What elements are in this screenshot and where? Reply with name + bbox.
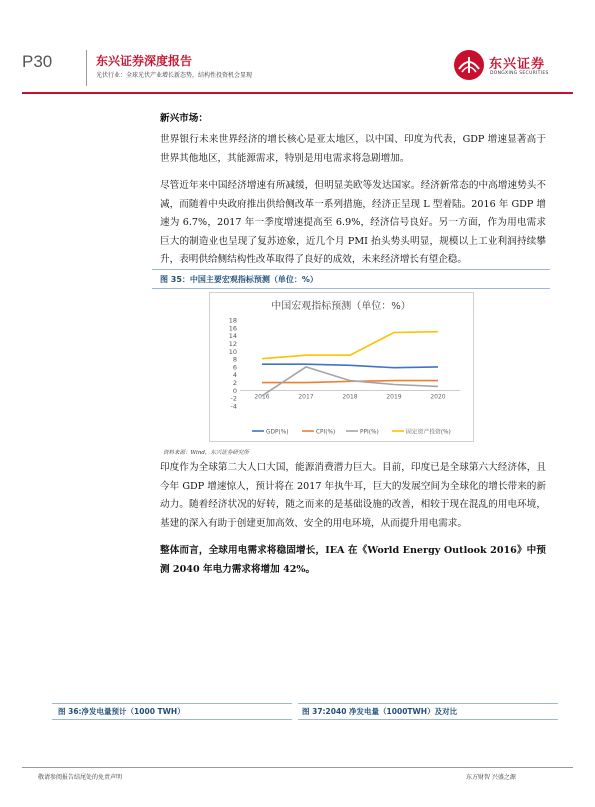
chart-svg	[210, 293, 473, 441]
series-line	[262, 364, 438, 368]
y-tick-label: -4	[230, 402, 237, 411]
logo-text-en: DONGXING SECURITIES	[490, 71, 549, 76]
caption-rule-bottom-right	[298, 719, 558, 720]
chart-title: 中国宏观指标预测（单位：%）	[271, 301, 411, 312]
report-title: 东兴证券深度报告	[96, 54, 193, 68]
figure-35-source: 资料来源：Wind，东兴证券研究所	[163, 450, 249, 456]
x-tick-label: 2016	[254, 393, 270, 401]
y-tick-label: 2	[232, 379, 237, 388]
header-rule	[22, 92, 573, 94]
footer-rule	[22, 767, 573, 768]
legend-label: GDP(%)	[266, 429, 289, 436]
section-heading: 新兴市场：	[160, 113, 208, 124]
y-tick-label: 18	[228, 316, 237, 325]
paragraph-2: 尽管近年来中国经济增速有所减缓，但明显美欧等发达国家。经济新常态的中高增速势头不减，而随着中央政府推出供给侧改革一系列措施，经济正呈现 L 型着陆。2016 年 GDP 增速为 6.7%，2017 年一季度增速提高至 6.9%，经济信号良好。另一方面，作为用电需求巨大的制造业也呈现了复苏迹象，近几个月 PMI 抬头势头明显，规模以上工业利润持续攀升，表明供给侧结构性改革取得了良好的成效，未来经济增长有望企稳。	[160, 180, 546, 265]
legend-label: PPI(%)	[360, 429, 379, 436]
figure-37-caption: 图 37:2040 净发电量（1000TWH）及对比	[302, 707, 458, 716]
page-number: P30	[22, 52, 53, 71]
paragraph-4: 整体而言，全球用电需求将稳固增长，IEA 在《World Energy Outlook 2016》中预测 2040 年电力需求将增加 42%。	[160, 545, 546, 575]
report-subtitle: 光伏行业：全球光伏产业增长新态势，结构性投资机会显现	[96, 72, 253, 79]
x-tick-label: 2017	[298, 393, 314, 401]
y-tick-label: 6	[232, 363, 237, 372]
x-tick-label: 2019	[386, 393, 402, 401]
macro-forecast-chart	[209, 292, 474, 442]
series-line	[262, 332, 438, 359]
y-tick-label: 10	[228, 347, 237, 356]
x-tick-label: 2020	[430, 393, 446, 401]
figure-36-caption: 图 36:净发电量预计（1000 TWH）	[58, 707, 185, 716]
bottom-figure-captions	[22, 703, 573, 719]
y-tick-label: 16	[228, 324, 237, 333]
company-logo	[453, 49, 553, 83]
y-tick-label: -2	[230, 394, 237, 403]
y-tick-label: 8	[232, 355, 237, 364]
x-tick-label: 2018	[342, 393, 358, 401]
y-tick-label: 14	[228, 332, 237, 341]
page-header	[0, 0, 595, 95]
y-tick-label: 0	[232, 386, 237, 395]
paragraph-1: 世界银行未来世界经济的增长核心是亚太地区，以中国、印度为代表，GDP 增速显著高于世界其他地区，其能源需求，特别是用电需求将急剧增加。	[160, 134, 546, 164]
legend-label: CPI(%)	[316, 429, 336, 436]
figure-35-caption: 图 35：中国主要宏观指标预测（单位：%）	[152, 269, 550, 289]
y-tick-label: 4	[232, 371, 237, 380]
logo-text-cn: 东兴证券	[489, 57, 546, 72]
legend-label: 固定资产投资(%)	[406, 429, 451, 436]
y-tick-label: 12	[228, 339, 237, 348]
footer-disclaimer: 敬请参阅报告结尾处的免责声明	[38, 774, 123, 781]
caption-rule-bottom-left	[52, 719, 292, 720]
logo-emblem-icon	[453, 49, 485, 81]
footer-slogan: 东方财智 兴盛之源	[466, 774, 516, 781]
paragraph-3: 印度作为全球第二大人口大国，能源消费潜力巨大。目前，印度已是全球第六大经济体，且今年 GDP 增速惊人，预计将在 2017 年执牛耳，巨大的发展空间为全球化的增长带来的新动力。随着经济状况的好转，随之而来的是基础设施的改善，相较于现在混乱的用电环境，基建的深入有助于创建更加高效、安全的用电环境，从而提升用电需求。	[160, 462, 546, 529]
header-divider	[86, 50, 87, 86]
